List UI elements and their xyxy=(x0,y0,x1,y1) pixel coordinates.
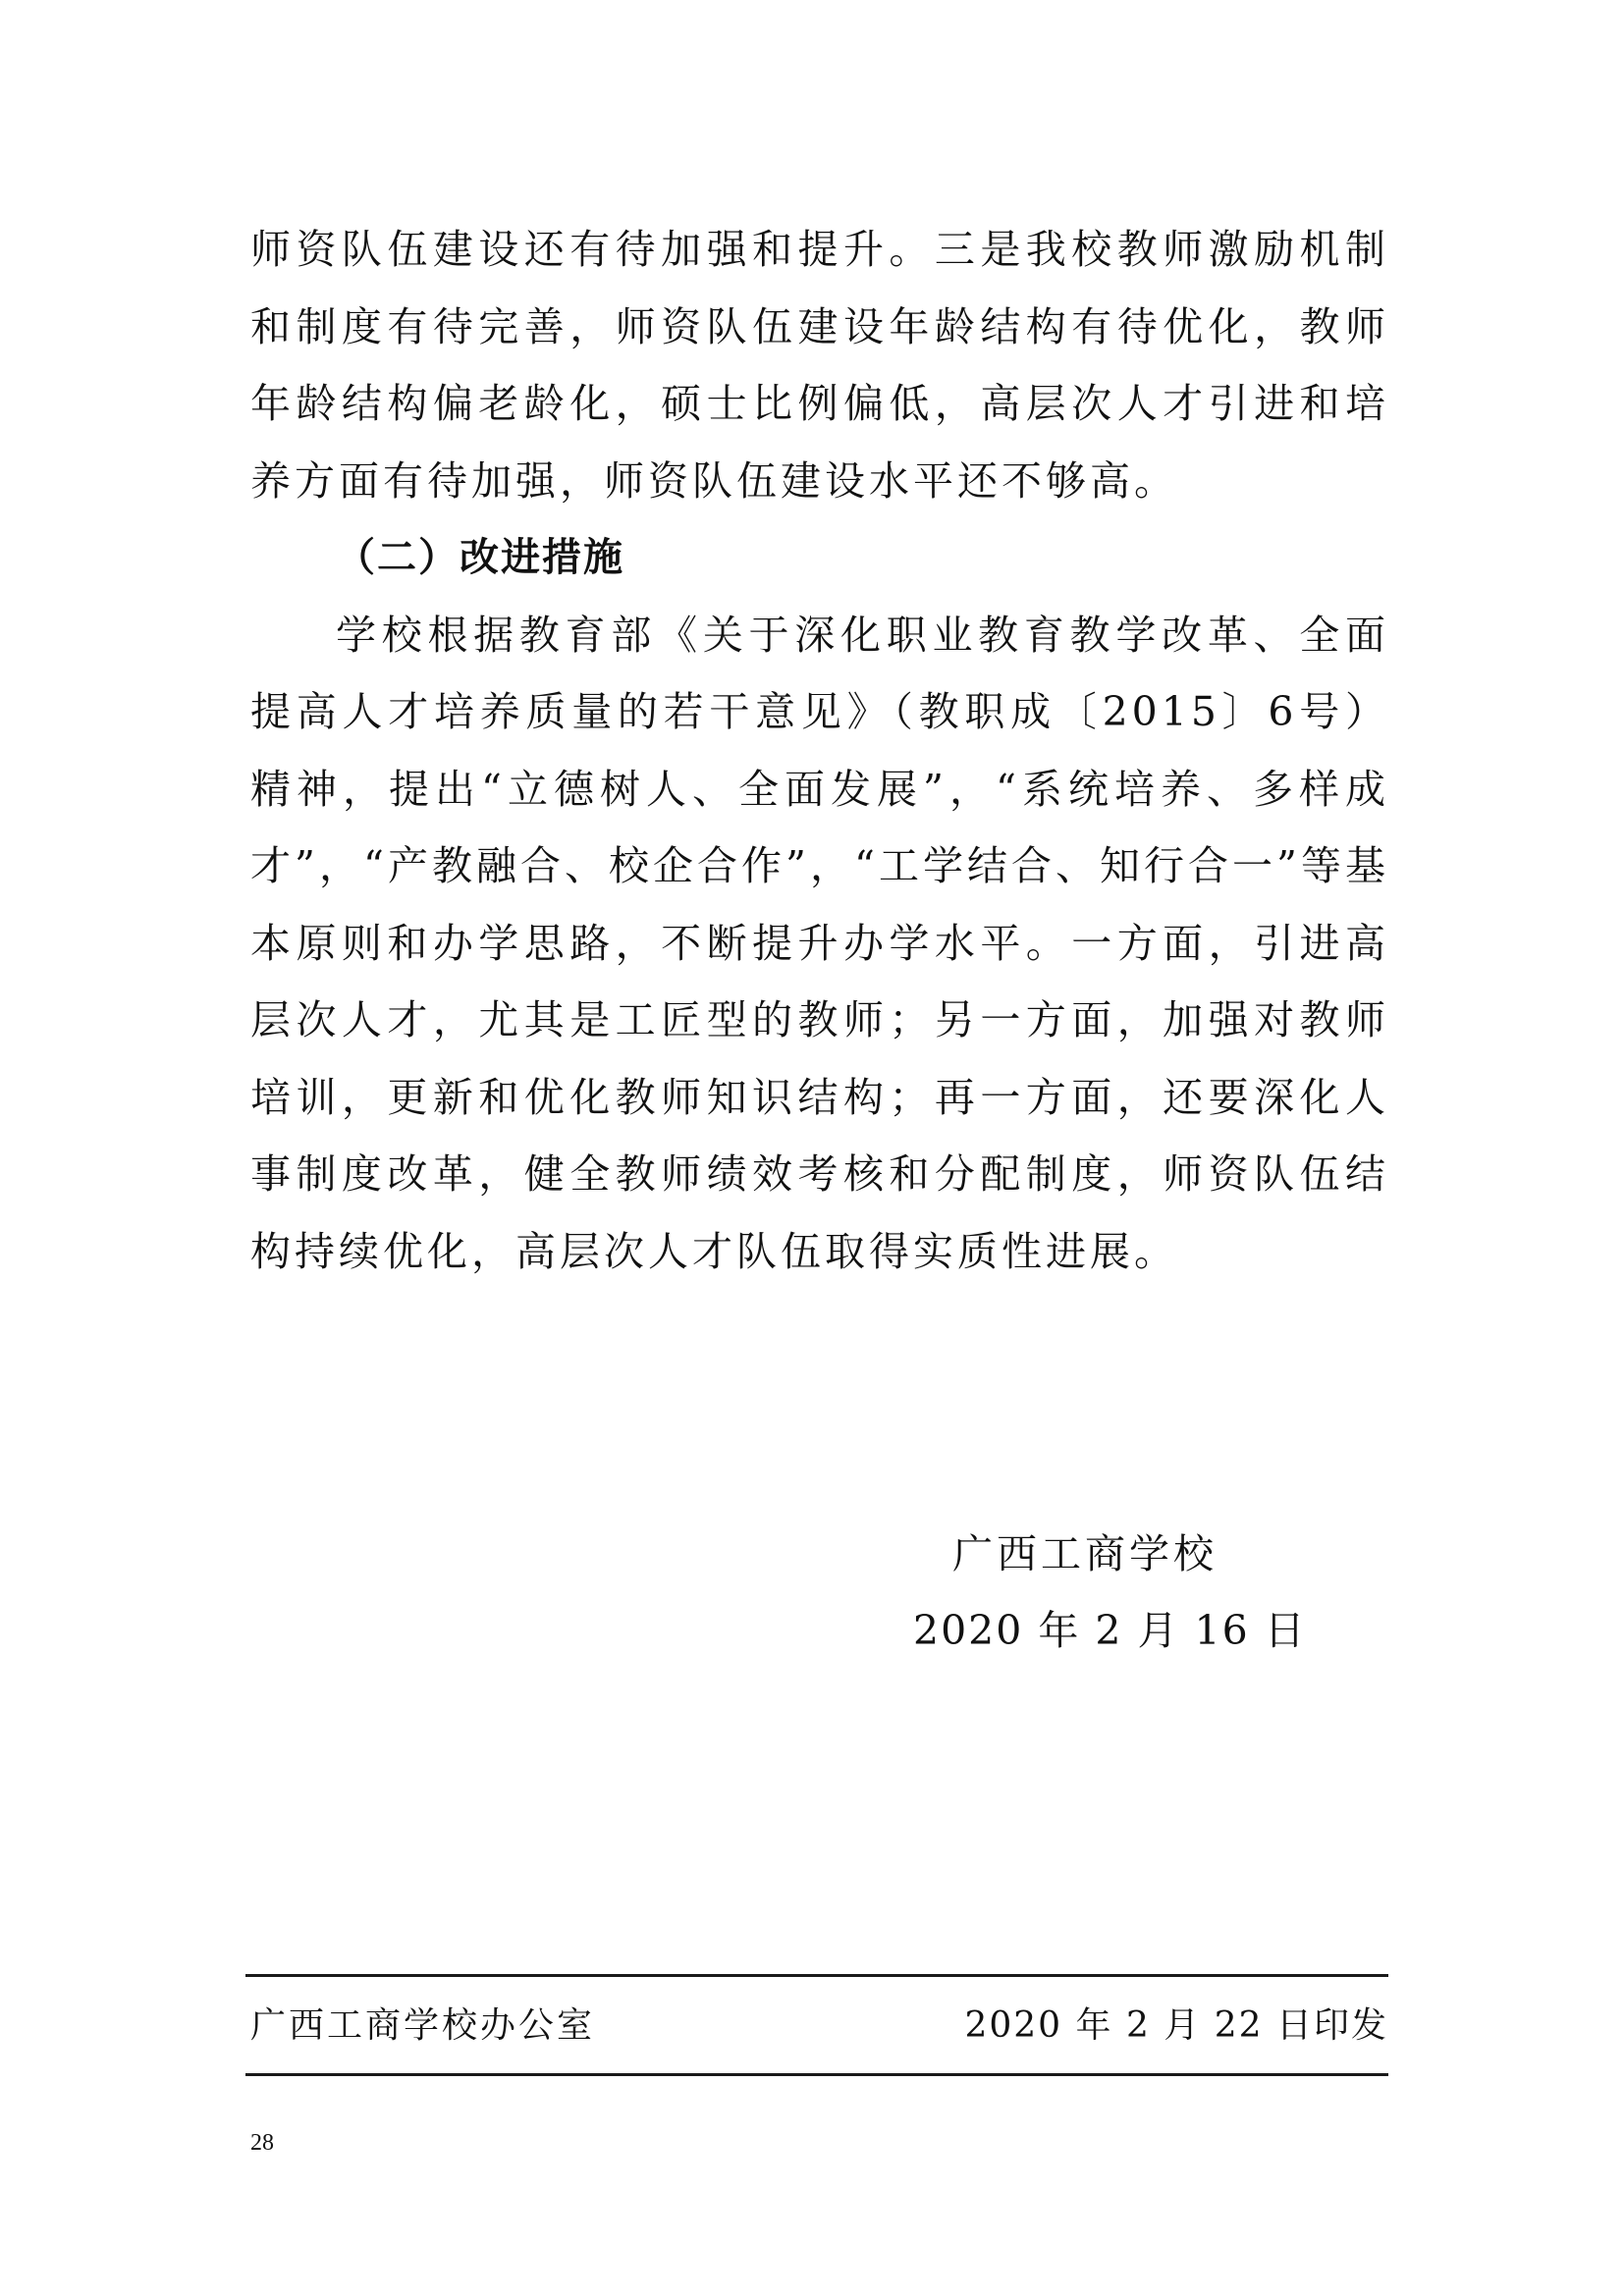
signature-date: 2020 年 2 月 16 日 xyxy=(913,1607,1307,1654)
page-number: 28 xyxy=(250,2130,274,2156)
section-heading: （二）改进措施 xyxy=(336,535,624,580)
footer-issuer: 广西工商学校办公室 xyxy=(250,2005,596,2046)
footer-bottom-rule xyxy=(245,2073,1388,2076)
signature-org: 广西工商学校 xyxy=(952,1530,1218,1577)
footer-top-rule xyxy=(245,1974,1388,1977)
footer-issue-date: 2020 年 2 月 22 日印发 xyxy=(964,2005,1388,2046)
paragraph-measures: 学校根据教育部《关于深化职业教育教学改革、全面提高人才培养质量的若干意见》（教职成〔2015〕6号）精神，提出“立德树人、全面发展”，“系统培养、多样成才”，“产教融合、校企合作”，“工学结合、知行合一”等基本原则和办学思路，不断提升办学水平。一方面，引进高层次人才，尤其是工匠型的教师；另一方面，加强对教师培训，更新和优化教师知识结构；再一方面，还要深化人事制度改革，健全教师绩效考核和分配制度，师资队伍结构持续优化，高层次人才队伍取得实质性进展。 xyxy=(250,611,1389,1275)
document-body xyxy=(250,211,1389,1290)
paragraph-continuation: 师资队伍建设还有待加强和提升。三是我校教师激励机制和制度有待完善，师资队伍建设年龄结构有待优化，教师年龄结构偏老龄化，硕士比例偏低，高层次人才引进和培养方面有待加强，师资队伍建设水平还不够高。 xyxy=(250,226,1389,505)
